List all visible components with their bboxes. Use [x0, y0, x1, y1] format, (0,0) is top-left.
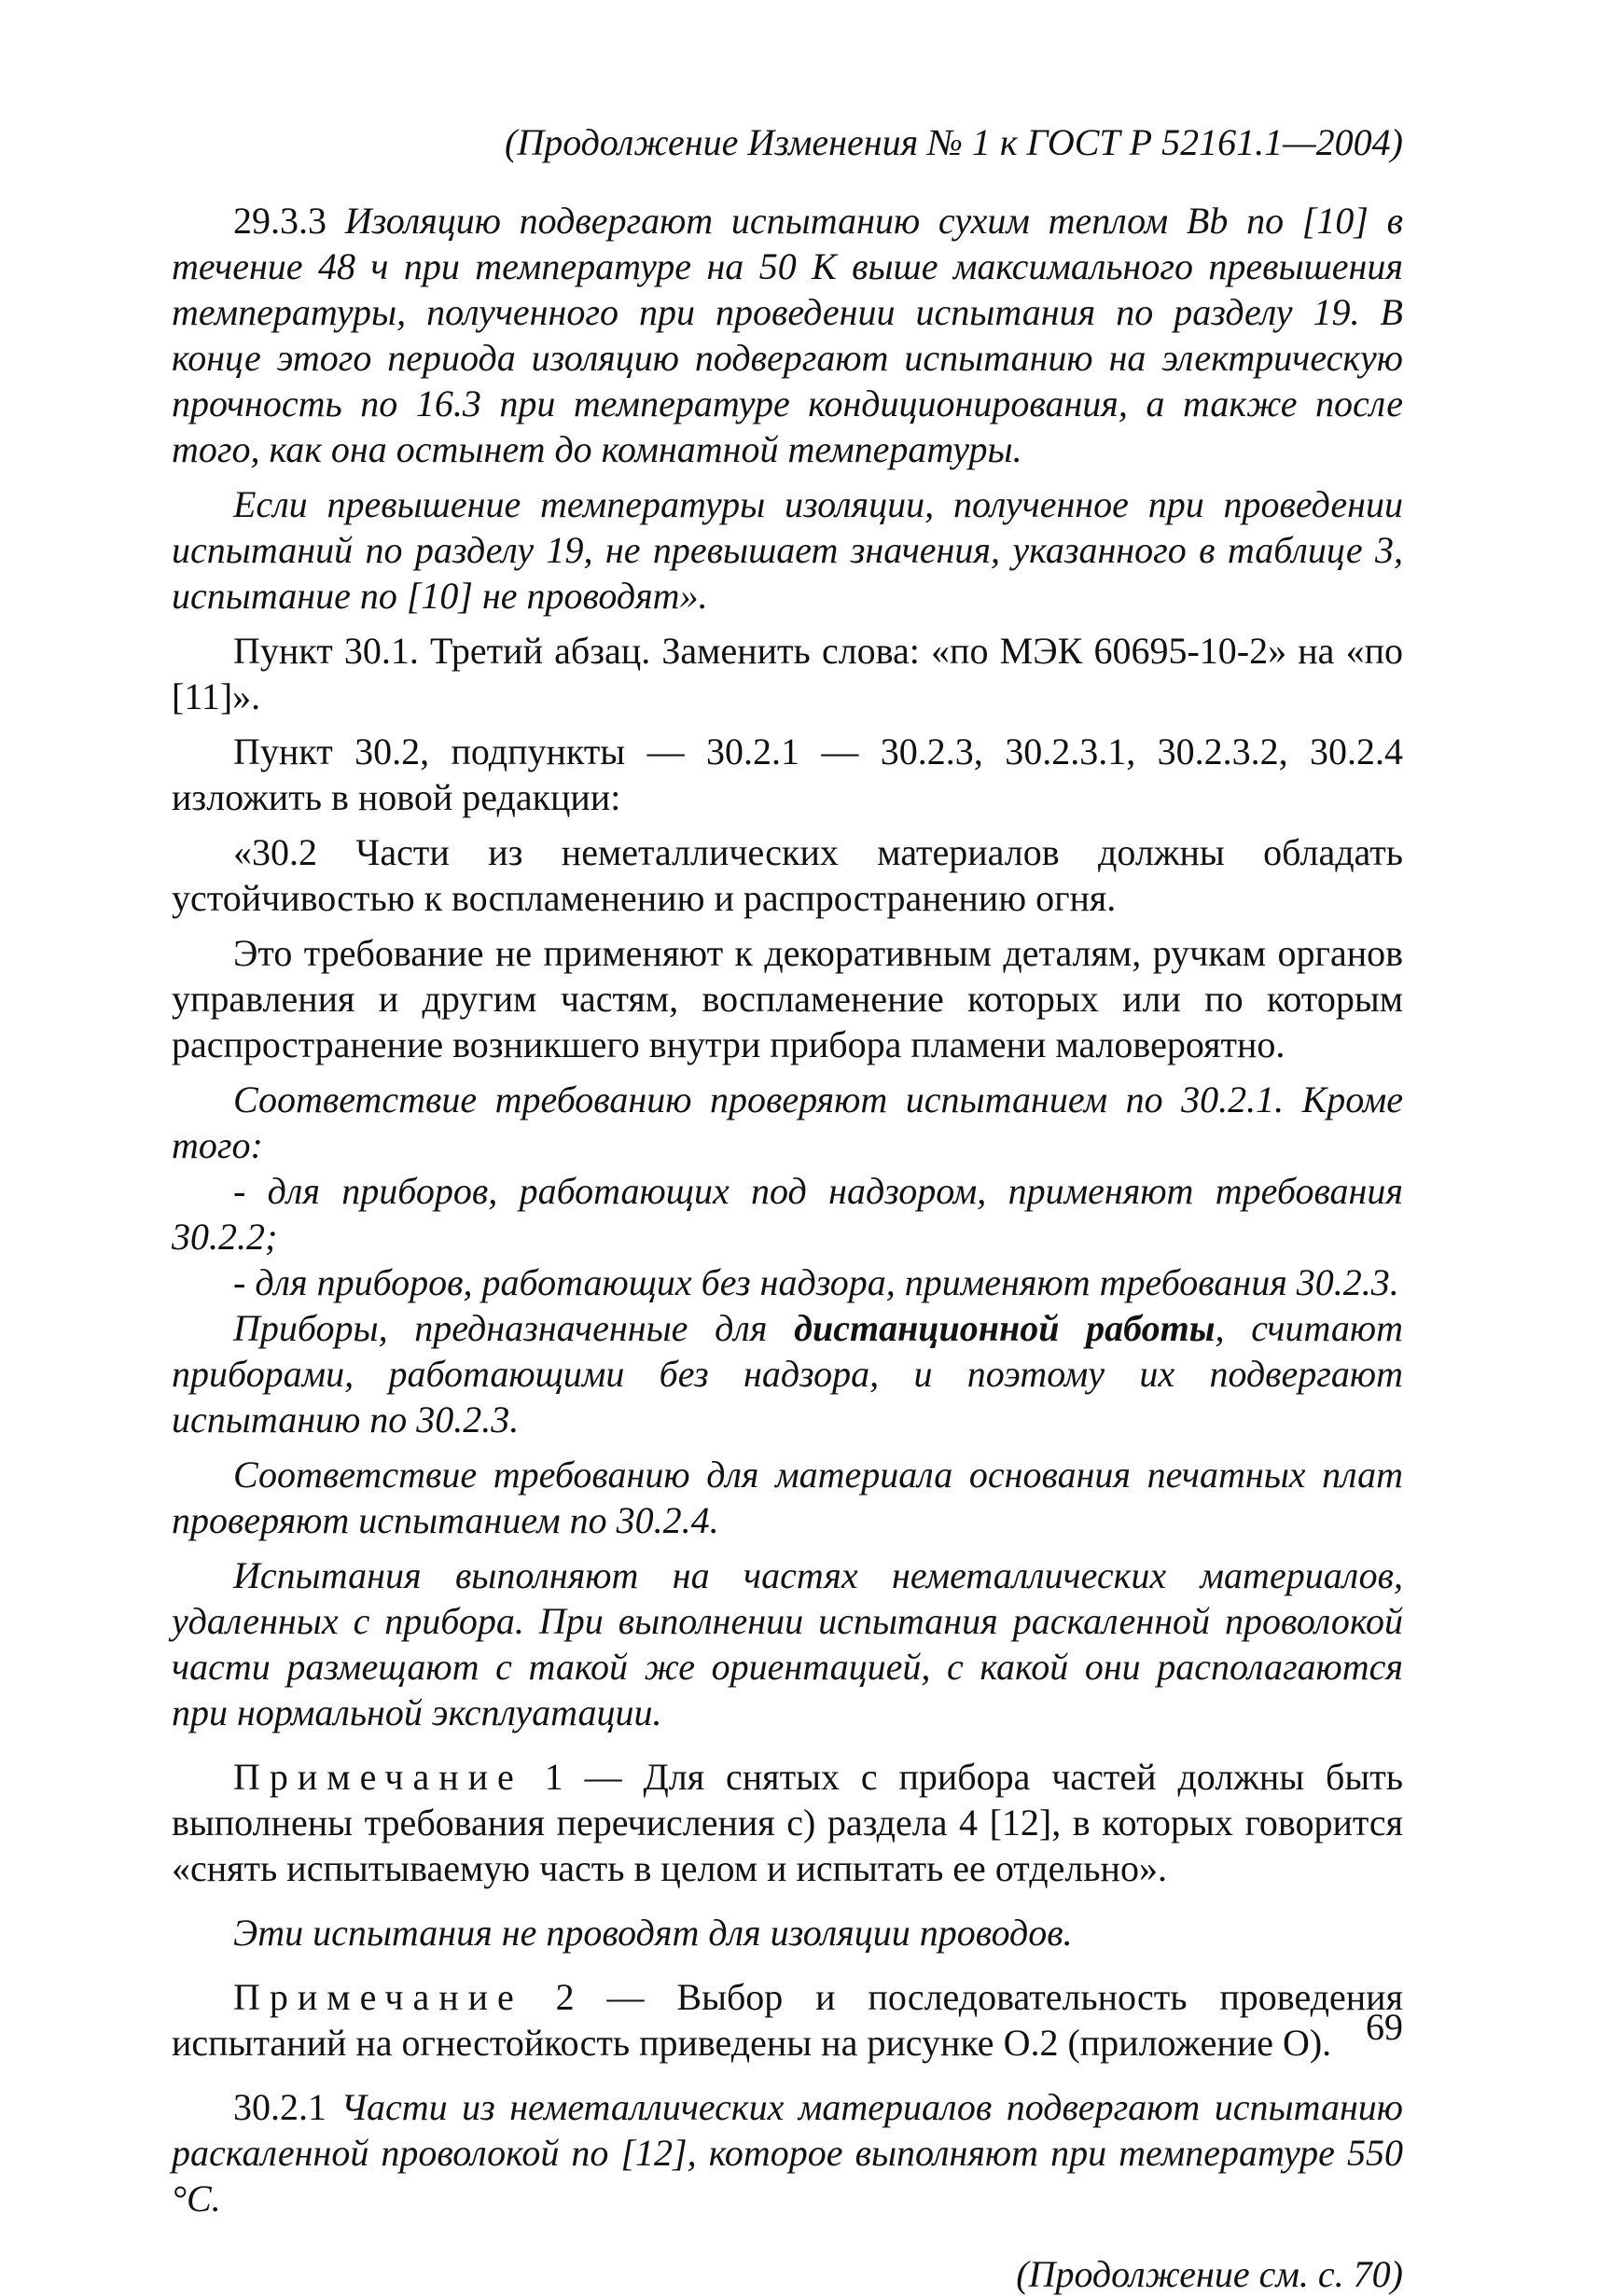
remote-text-b: , считают приборами, работающими без надзора, и поэтому их подвергают испытанию по 30.2.3.: [172, 1307, 1403, 1440]
paragraph-tests-on-parts: Испытания выполняют на частях неметаллических материалов, удаленных с прибора. При выполнении испытания раскаленной проволокой части размещают с такой же ориентацией, с какой они располагаются при нормальной эксплуатации.: [172, 1554, 1403, 1733]
paragraph-compliance: Соответствие требованию проверяют испытанием по 30.2.1. Кроме того:: [172, 1078, 1403, 1166]
footer-continuation: (Продолжение см. с. 70): [1016, 2253, 1403, 2295]
note-1: [172, 1754, 1403, 1891]
clause-number: 29.3.3: [233, 200, 327, 242]
paragraph-remote-operation: [172, 1305, 1403, 1442]
page-number: 69: [1366, 2006, 1403, 2048]
clause-text: Изоляцию подвергают испытанию сухим теплом Bb по [10] в течение 48 ч при температуре на 50 К выше максимального превышения температуры, полученного при проведении испытания по разделу 19. В конце этого периода изоляцию подвергают испытанию на электрическую прочность по 16.3 при температуре кондиционирования, а также после того, как она остынет до комнатной температуры.: [172, 200, 1404, 470]
paragraph-30-2-1: [172, 2084, 1403, 2221]
list-item-supervised: - для приборов, работающих под надзором, применяют требования 30.2.2;: [172, 1170, 1403, 1258]
paragraph-30-2-intro: Пункт 30.2, подпункты — 30.2.1 — 30.2.3, 30.2.3.1, 30.2.3.2, 30.2.4 изложить в новой редакции:: [172, 731, 1403, 818]
document-page: [172, 121, 1403, 2296]
note-2-text: 2 — Выбор и последовательность проведения испытаний на огнестойкость приведены на рисунке О.2 (приложение О).: [172, 1976, 1403, 2064]
paragraph-29-3-3: [172, 198, 1403, 472]
paragraph-pcb-compliance: Соответствие требованию для материала основания печатных плат проверяют испытанием по 30.2.4.: [172, 1454, 1403, 1541]
remote-text-a: Приборы, предназначенные для: [233, 1307, 795, 1349]
paragraph-30-2: «30.2 Части из неметаллических материалов должны обладать устойчивостью к воспламенению и распространению огня.: [172, 831, 1403, 919]
remote-operation-term: дистанционной работы: [794, 1307, 1216, 1349]
note-1-label: Примечание: [233, 1756, 523, 1798]
clause-number: 30.2.1: [233, 2086, 327, 2128]
paragraph-requirement-exception: Это требование не применяют к декоративным деталям, ручкам органов управления и другим частям, воспламенение которых или по которым распространение возникшего внутри прибора пламени маловероятно.: [172, 932, 1403, 1065]
paragraph-temperature-note: Если превышение температуры изоляции, полученное при проведении испытаний по разделу 19, не превышает значения, указанного в таблице 3, испытание по [10] не проводят».: [172, 483, 1403, 617]
note-2-label: Примечание: [233, 1976, 523, 2018]
note-1-text: 1 — Для снятых с прибора частей должны быть выполнены требования перечисления с) раздела 4 [12], в которых говорится «снять испытываемую часть в целом и испытать ее отдельно».: [172, 1756, 1403, 1889]
list-item-unsupervised: - для приборов, работающих без надзора, применяют требования 30.2.3.: [233, 1261, 1399, 1303]
header-continuation: (Продолжение Изменения № 1 к ГОСТ Р 52161.1—2004): [505, 121, 1403, 163]
clause-text: Части из неметаллических материалов подвергают испытанию раскаленной проволокой по [12], которое выполняют при температуре 550 °С.: [172, 2086, 1403, 2219]
paragraph-wire-insulation: Эти испытания не проводят для изоляции проводов.: [233, 1912, 1073, 1954]
paragraph-30-1: Пункт 30.1. Третий абзац. Заменить слова: «по МЭК 60695-10-2» на «по [11]».: [172, 630, 1403, 717]
note-2: [172, 1974, 1403, 2066]
